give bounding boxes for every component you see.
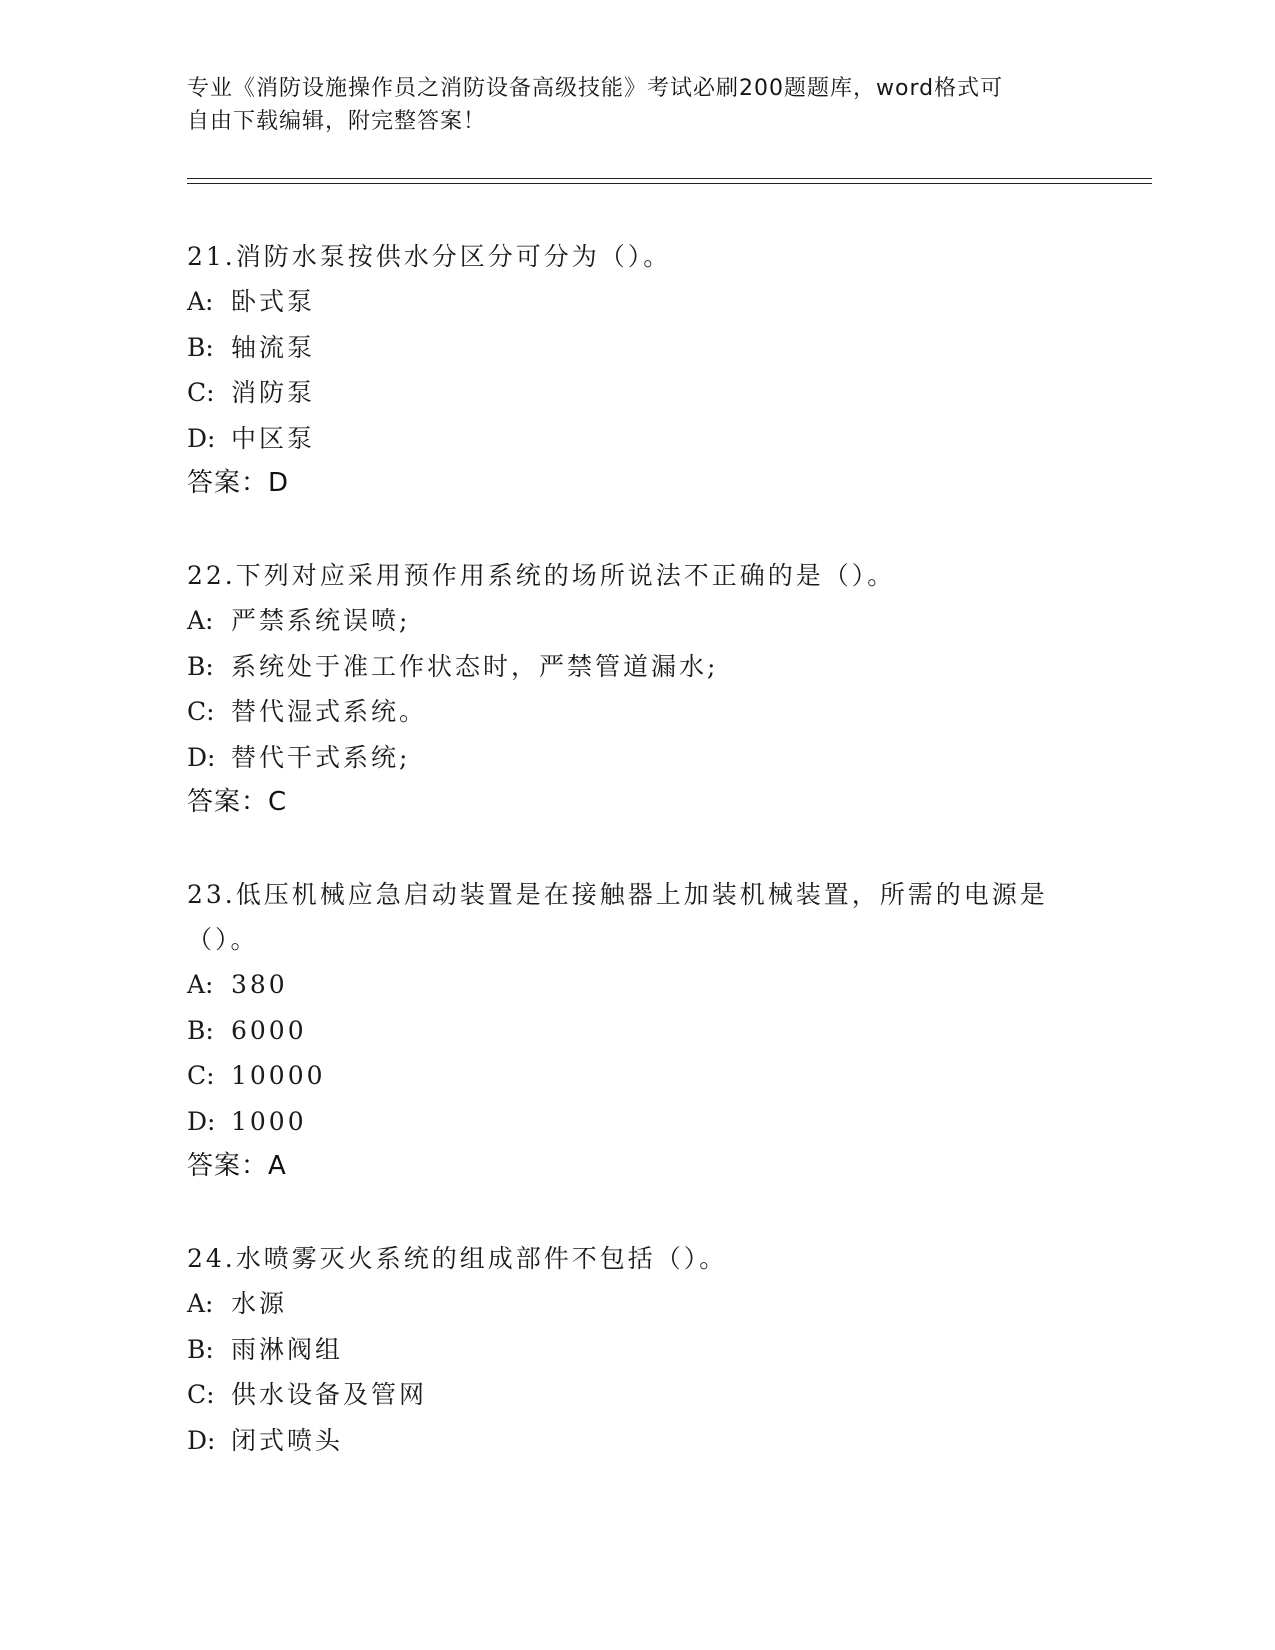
question-stem: 24.水喷雾灭火系统的组成部件不包括（）。 [187, 1244, 728, 1273]
option-text: 严禁系统误喷; [231, 606, 411, 635]
question-24 [187, 1236, 1087, 1463]
option-text: 闭式喷头 [231, 1425, 344, 1455]
option-text: 卧式泵 [231, 287, 316, 316]
option-key: D: [187, 742, 216, 772]
header-line-2: 自由下载编辑，附完整答案！ [187, 109, 487, 134]
question-stem-line-2: （）。 [187, 925, 259, 954]
answer-line: 答案：C [187, 787, 288, 817]
answer-line: 答案：A [187, 1151, 287, 1181]
option-key: C: [187, 1061, 215, 1090]
option-text: 1000 [231, 1106, 307, 1136]
header-divider-bottom [187, 183, 1152, 184]
question-21 [187, 234, 1087, 506]
option-text: 中区泵 [231, 423, 316, 453]
option-key: B: [187, 1015, 214, 1045]
option-key: D: [187, 1425, 216, 1455]
question-22 [187, 553, 1087, 825]
option-d [187, 416, 1087, 462]
header-line-1: 专业《消防设施操作员之消防设备高级技能》考试必刷200题题库，word格式可 [187, 76, 1004, 101]
option-b [187, 325, 1087, 371]
question-stem-line-1: 23.低压机械应急启动装置是在接触器上加装机械装置，所需的电源是 [187, 880, 1048, 909]
option-c [187, 689, 1087, 735]
option-a [187, 598, 1087, 644]
option-key: D: [187, 1106, 216, 1136]
option-key: B: [187, 332, 214, 362]
option-d [187, 1099, 1087, 1145]
option-text: 消防泵 [231, 378, 316, 407]
option-text: 轴流泵 [231, 332, 316, 362]
document-header [187, 72, 1067, 138]
option-text: 6000 [231, 1015, 307, 1045]
option-key: D: [187, 423, 216, 453]
option-key: A: [187, 1289, 214, 1318]
option-key: B: [187, 1334, 214, 1364]
option-key: B: [187, 651, 214, 681]
option-key: A: [187, 606, 214, 635]
option-c [187, 1372, 1087, 1418]
option-text: 替代湿式系统。 [231, 697, 428, 726]
answer-line: 答案：D [187, 468, 290, 498]
option-text: 380 [231, 970, 288, 999]
option-a [187, 1281, 1087, 1327]
question-stem: 22.下列对应采用预作用系统的场所说法不正确的是（）。 [187, 561, 896, 590]
question-stem: 21.消防水泵按供水分区分可分为（）。 [187, 242, 672, 271]
option-b [187, 644, 1087, 690]
header-divider-top [187, 178, 1152, 179]
option-key: C: [187, 697, 215, 726]
option-d [187, 1418, 1087, 1464]
option-b [187, 1327, 1087, 1373]
option-key: A: [187, 970, 214, 999]
option-key: C: [187, 378, 215, 407]
option-c [187, 1053, 1087, 1099]
option-text: 系统处于准工作状态时，严禁管道漏水; [231, 651, 719, 681]
option-a [187, 962, 1087, 1008]
option-c [187, 370, 1087, 416]
option-text: 供水设备及管网 [231, 1380, 428, 1409]
option-a [187, 279, 1087, 325]
option-d [187, 735, 1087, 781]
option-text: 雨淋阀组 [231, 1334, 344, 1364]
question-23 [187, 872, 1087, 1189]
option-b [187, 1008, 1087, 1054]
question-stem [187, 872, 1087, 962]
option-key: C: [187, 1380, 215, 1409]
option-text: 10000 [231, 1061, 326, 1090]
option-key: A: [187, 287, 214, 316]
option-text: 替代干式系统; [231, 742, 411, 772]
option-text: 水源 [231, 1289, 288, 1318]
